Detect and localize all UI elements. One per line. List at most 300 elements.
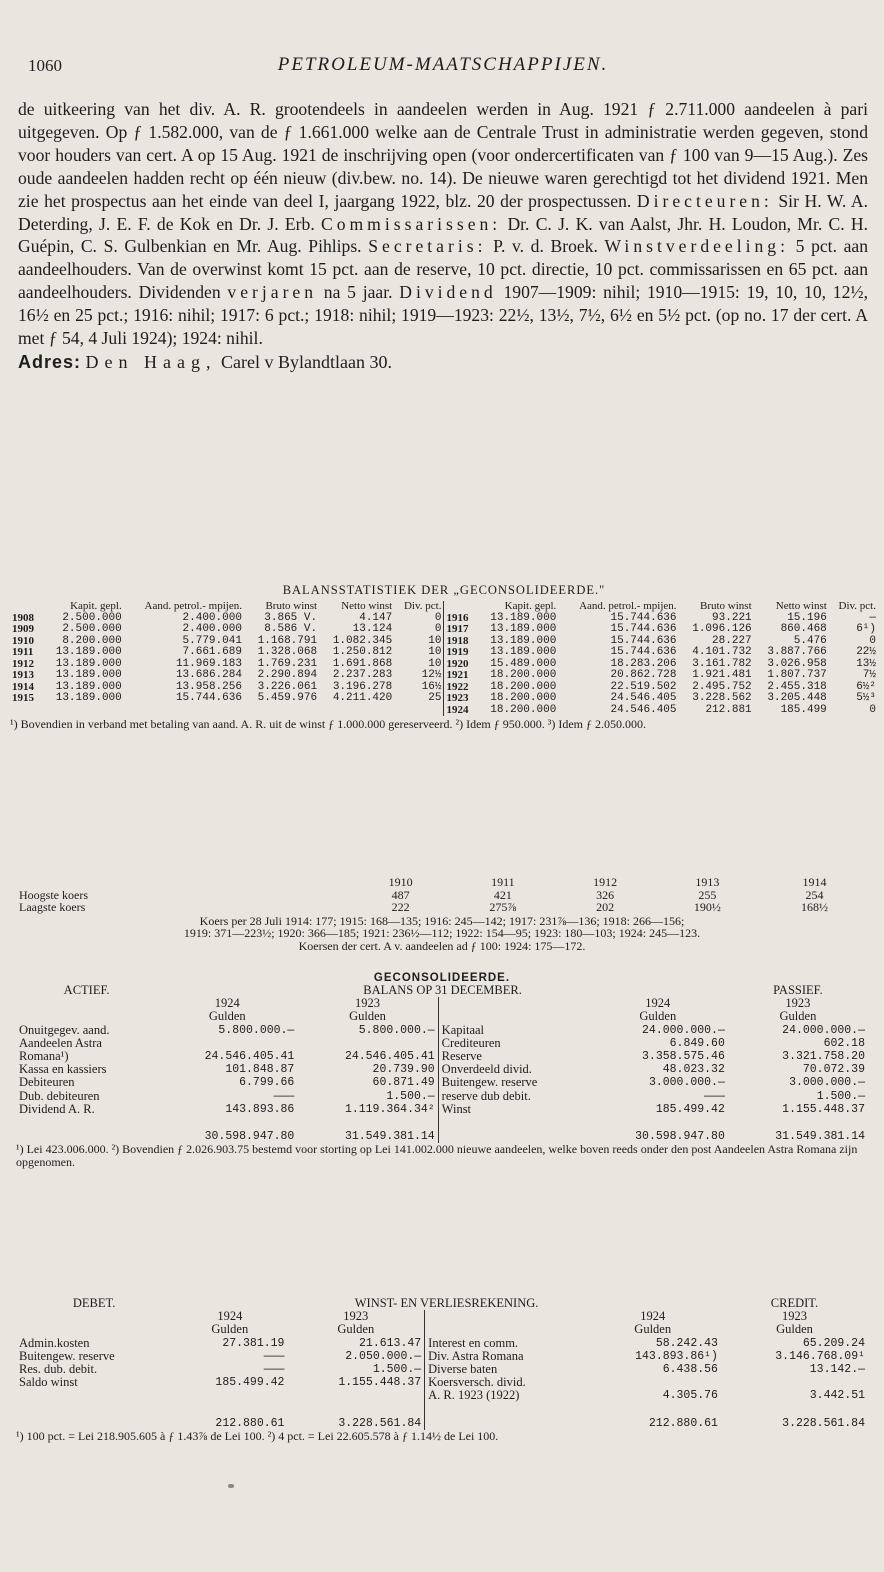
balance-year-row (16, 997, 868, 1010)
account-label: Buitengew. reserve (438, 1076, 588, 1089)
account-label: Kassa en kassiers (19, 1062, 107, 1077)
body-paragraph (18, 98, 868, 350)
directeuren-text: Sir H. W. A. Deterding, J. E. F. de Kok en Dr. J. Erb. (18, 190, 868, 234)
company-heading: GECONSOLIDEERDE. (373, 972, 511, 984)
price-high: 487 (391, 887, 410, 902)
balance-unit-row (16, 1010, 868, 1023)
pl-title: WINST- EN VERLIESREKENING. (354, 1296, 539, 1310)
account-value: ——— (704, 1089, 725, 1103)
stat-cell: 13.189.000 (55, 657, 122, 670)
price-low-label: Laagste koers (19, 900, 86, 914)
balance-total: 31.549.381.14 (344, 1130, 435, 1144)
pl-unit-row (16, 1323, 868, 1336)
account-label: Koersversch. divid. (425, 1376, 585, 1389)
stat-cell: 5.779.041 (182, 634, 242, 647)
unit-label: Gulden (639, 1009, 677, 1024)
adres-street: Carel v Bylandtlaan 30. (220, 351, 392, 372)
stat-cell: 22.519.502 (610, 680, 677, 693)
secretaris-label: Secretaris: (368, 236, 487, 257)
price-high: 326 (596, 887, 615, 902)
balance-row (16, 1103, 868, 1116)
account-value: 1.500.— (372, 1363, 422, 1377)
account-value: 185.499.42 (655, 1102, 725, 1116)
stat-cell: 0 (869, 634, 876, 647)
running-title: PETROLEUM-MAATSCHAPPIJEN. (277, 54, 609, 75)
price-low: 202 (596, 900, 615, 914)
price-high: 254 (805, 887, 824, 902)
stat-cell: 11.969.183 (175, 657, 242, 670)
stat-year: 1910 (12, 634, 34, 647)
company-description (18, 98, 868, 374)
stat-row (10, 624, 878, 636)
stat-header: Aand. petrol.- mpijen. (579, 600, 677, 612)
secretaris-text: P. v. d. Broek. (493, 236, 598, 257)
unit-label: Gulden (337, 1322, 375, 1337)
account-value: 20.739.90 (372, 1063, 435, 1077)
stat-cell: 2.495.752 (692, 680, 752, 693)
stat-cell: 185.499 (780, 703, 827, 716)
stat-cell: 1.082.345 (332, 634, 393, 647)
price-table (16, 876, 868, 914)
account-value: 3.000.000.— (648, 1076, 725, 1090)
stat-cell: 12½ (421, 669, 442, 681)
account-value: 6.799.66 (239, 1076, 295, 1090)
stat-cell: 0 (869, 703, 876, 716)
stat-cell: — (869, 611, 876, 624)
stat-cell: 860.468 (780, 623, 827, 635)
stat-year: 1913 (12, 669, 34, 681)
account-value (157, 1037, 297, 1050)
pl-row (16, 1389, 868, 1402)
stat-cell: 2.500.000 (62, 611, 122, 624)
stat-cell (244, 705, 319, 717)
stat-cell: 24.546.405 (610, 692, 677, 704)
balance-title-row (16, 984, 868, 997)
stat-cell: 13.958.256 (175, 680, 242, 693)
balance-row (16, 1076, 868, 1089)
stat-cell: 3.161.782 (692, 657, 752, 670)
stat-cell: 6½² (856, 680, 876, 693)
account-value (287, 1389, 424, 1402)
stat-cell: 22½ (856, 646, 876, 658)
balance-total: 30.598.947.80 (635, 1130, 725, 1144)
stat-cell: 3.865 V. (264, 611, 318, 624)
stat-year: 1920 (444, 659, 475, 671)
verjaren-text: na 5 jaar. (323, 282, 393, 303)
pl-body (16, 1337, 868, 1403)
stat-cell: 2.500.000 (62, 623, 122, 635)
year-label: 1924 (640, 1309, 666, 1324)
stat-cell: 8.586 V. (264, 623, 318, 635)
dividend-label: Dividend (399, 282, 497, 303)
account-value: 1.119.364.34² (344, 1102, 435, 1116)
stat-year: 1915 (12, 692, 34, 704)
stat-cell: 2.237.283 (332, 669, 393, 681)
price-note-line: Koersen der cert. A v. aandeelen ad ƒ 100: 1924: 175—172. (298, 938, 586, 953)
pl-footnote: ¹) 100 pct. = Lei 218.905.605 à ƒ 1.43⅞ de Lei 100. ²) 4 pct. = Lei 22.605.578 à ƒ 1.14½ de Lei 100. (16, 1428, 499, 1443)
price-low: 275⅞ (489, 900, 517, 914)
address-line (18, 351, 868, 374)
price-notes (16, 915, 868, 953)
account-label: Kapitaal (438, 1024, 588, 1037)
account-value: 48.023.32 (662, 1063, 725, 1077)
unit-label: Gulden (349, 1009, 386, 1024)
price-year: 1910 (388, 875, 413, 889)
pl-title-row (16, 1297, 868, 1310)
stat-cell: 10 (428, 657, 442, 670)
ink-mark (228, 1484, 234, 1488)
stat-cell: 16½ (421, 680, 442, 693)
stat-header: Netto winst (775, 600, 827, 612)
stat-year: 1919 (444, 647, 475, 659)
winstverdeeling-text: 5 pct. aan aandeelhouders. Van de overwinst komt 15 pct. aan de reserve, 10 pct. directie, 10 pct. commissarissen en 65 pct. aan aandeelhouders. Dividenden (18, 236, 869, 303)
account-value: ——— (273, 1089, 295, 1103)
stat-cell: 15.744.636 (175, 692, 242, 704)
stat-cell: 4.147 (359, 611, 393, 624)
stat-cell: 13.189.000 (55, 646, 122, 658)
account-value: 2.050.000.— (345, 1349, 422, 1363)
price-year: 1911 (491, 875, 515, 889)
pl-total: 212.880.61 (648, 1416, 718, 1430)
balance-total: 31.549.381.14 (775, 1130, 865, 1144)
price-low-row (16, 901, 868, 914)
account-value: 24.000.000.— (642, 1023, 725, 1037)
unit-label: Gulden (776, 1322, 813, 1337)
stat-header: Bruto winst (700, 600, 752, 612)
stat-cell: 13.189.000 (55, 692, 122, 704)
account-value: 5.800.000.— (358, 1023, 435, 1037)
stat-cell: 1.921.481 (692, 669, 752, 681)
stat-row (10, 705, 878, 717)
price-years-row (16, 876, 868, 889)
stat-header: Kapit. gepl. (504, 600, 557, 612)
unit-label: Gulden (634, 1322, 672, 1337)
account-label: Buitengew. reserve (19, 1348, 115, 1363)
balance-statistics (10, 583, 878, 731)
stat-cell: 13.124 (352, 623, 393, 635)
account-value: 101.848.87 (225, 1063, 295, 1077)
stat-header-row (10, 601, 878, 613)
account-value: 1.155.448.37 (338, 1376, 422, 1390)
stat-cell: 15.744.636 (610, 611, 677, 624)
stat-header: Aand. petrol.- mpijen. (144, 600, 242, 612)
stat-cell: 20.862.728 (610, 669, 677, 681)
stat-cell: 3.026.958 (767, 657, 827, 670)
account-value: 13.142.— (809, 1363, 865, 1377)
stat-cell: 3.205.448 (767, 692, 827, 704)
stat-cell: 3.226.061 (257, 680, 318, 693)
stat-header: Div. pct. (403, 600, 442, 612)
price-high: 421 (493, 887, 512, 902)
stat-cell: 1.096.126 (692, 623, 752, 635)
account-value: 27.381.19 (222, 1336, 285, 1350)
account-value: ——— (263, 1363, 285, 1377)
account-label: Romana¹) (19, 1049, 69, 1064)
stat-year (10, 705, 41, 717)
account-label: Diverse baten (425, 1363, 585, 1376)
stat-year: 1917 (444, 624, 475, 636)
account-value: 185.499.42 (215, 1376, 285, 1390)
account-value: 21.613.47 (359, 1336, 422, 1350)
profit-loss-account (16, 1297, 868, 1443)
stat-year: 1914 (12, 680, 34, 693)
stat-cell: 212.881 (705, 703, 752, 716)
stat-year: 1923 (444, 693, 475, 705)
commissarissen-text: Dr. C. J. K. van Aalst, Jhr. H. Loudon, Mr. C. H. Guépin, C. S. Gulbenkian en Mr. Aug. Pihlips. (18, 213, 868, 257)
stat-row (10, 647, 878, 659)
balance-row (16, 1024, 868, 1037)
account-value: 24.000.000.— (782, 1023, 865, 1037)
account-value: 5.800.000.— (218, 1023, 295, 1037)
account-label: reserve dub debit. (438, 1090, 588, 1103)
stat-cell: 7½ (862, 669, 876, 681)
stat-cell: 5.476 (793, 634, 827, 647)
price-high: 255 (698, 887, 717, 902)
stat-cell: 15.196 (787, 611, 827, 624)
stat-cell: 10 (428, 634, 442, 647)
year-label: 1923 (343, 1309, 369, 1324)
stat-cell: 1.769.231 (257, 657, 318, 670)
account-value: ——— (263, 1349, 285, 1363)
stat-cell: 5.459.976 (257, 692, 318, 704)
stat-cell: 5½³ (856, 692, 876, 704)
account-value: 58.242.43 (655, 1336, 718, 1350)
stat-cell: 1.250.812 (332, 646, 393, 658)
account-label: Crediteuren (438, 1037, 588, 1050)
stat-cell: 1.328.068 (257, 646, 318, 658)
passief-label: PASSIEF. (773, 983, 823, 997)
stat-cell: 7.661.689 (182, 646, 242, 658)
stat-cell: 1.168.791 (257, 634, 318, 647)
statistics-footnotes (10, 718, 878, 731)
price-high-row (16, 889, 868, 902)
account-value: 60.871.49 (372, 1076, 435, 1090)
stat-header: Bruto winst (265, 600, 318, 612)
account-value (721, 1376, 868, 1389)
balance-statistics-title: BALANSSTATISTIEK DER „GECONSOLIDEERDE." (282, 583, 606, 597)
account-value: 602.18 (823, 1036, 865, 1050)
pl-total: 3.228.561.84 (338, 1416, 422, 1430)
stat-header (10, 601, 41, 613)
account-label: Winst (438, 1103, 588, 1116)
intro-text: de uitkeering van het div. A. R. grootendeels in aandeelen werden in Aug. 1921 ƒ 2.711.000 aandeelen à pari uitgegeven. Op ƒ 1.582.000, van de ƒ 1.661.000 welke aan de Centrale Trust in administratie werden gegeven, stond voor houders van cert. A op 15 Aug. 1921 de inschrijving open (voor ondercertificaten van ƒ 100 van 9—15 Aug.). Zes oude aandeelen hadden recht op één nieuw (div.bew. no. 14). De nieuwe waren gerechtigd tot het dividend 1921. Men zie het prospectus aan het einde van deel I, jaargang 1922, blz. 20 der prospectussen. (18, 99, 868, 211)
stat-cell: 15.744.636 (610, 634, 677, 647)
account-label: Aandeelen Astra (19, 1035, 102, 1050)
stat-cell: 13.189.000 (490, 646, 557, 658)
stat-year: 1918 (444, 636, 475, 648)
stat-cell: 25 (428, 692, 442, 704)
account-value: 1.500.— (816, 1089, 865, 1103)
unit-label: Gulden (211, 1322, 249, 1337)
stat-year: 1909 (12, 623, 34, 635)
stat-cell: 13.189.000 (55, 669, 122, 681)
price-low: 222 (391, 900, 410, 914)
price-year: 1914 (802, 875, 827, 889)
stat-cell: 18.200.000 (490, 669, 557, 681)
stat-cell: 93.221 (712, 611, 752, 624)
account-value: 3.146.768.09¹ (775, 1349, 865, 1363)
actief-label: ACTIEF. (63, 983, 110, 997)
year-label: 1923 (785, 996, 811, 1011)
pl-year-row (16, 1310, 868, 1323)
account-value: 3.358.575.46 (642, 1050, 725, 1064)
stat-year: 1908 (12, 611, 34, 624)
winstverdeeling-label: Winstverdeeling: (604, 236, 789, 257)
debet-label: DEBET. (72, 1296, 116, 1310)
year-label: 1923 (355, 996, 380, 1011)
statistics-footnote-2: ²) Idem ƒ 950.000. (455, 717, 545, 731)
account-label: Admin.kosten (19, 1335, 90, 1350)
stat-cell: 2.400.000 (182, 611, 242, 624)
year-label: 1924 (214, 996, 240, 1011)
stat-year: 1912 (12, 657, 34, 670)
statistics-footnote-3: ³) Idem ƒ 2.050.000. (547, 717, 646, 731)
stat-cell: 18.200.000 (490, 692, 557, 704)
account-label: Interest en comm. (425, 1337, 585, 1350)
verjaren-label: verjaren (227, 282, 318, 303)
pl-total: 3.228.561.84 (782, 1416, 865, 1430)
account-value: 4.305.76 (662, 1389, 718, 1403)
price-low: 168½ (800, 900, 828, 914)
year-label: 1924 (645, 996, 671, 1011)
adres-label: Adres: (18, 351, 82, 372)
stat-cell: 1.691.868 (332, 657, 393, 670)
price-year: 1912 (593, 875, 618, 889)
stat-cell: 18.283.206 (610, 657, 677, 670)
stat-cell: 8.200.000 (62, 634, 122, 647)
account-label: Dub. debiteuren (19, 1088, 100, 1103)
stat-cell: 2.455.318 (767, 680, 827, 693)
account-value: 70.072.39 (802, 1063, 865, 1077)
balance-total-row (16, 1116, 868, 1143)
account-value: 1.500.— (386, 1089, 435, 1103)
stat-cell: 3.196.278 (332, 680, 393, 693)
account-value: 3.321.758.20 (782, 1050, 865, 1064)
price-high-label: Hoogste koers (19, 887, 88, 902)
adres-city: Den Haag, (85, 351, 217, 372)
stat-cell (124, 705, 244, 717)
stat-header: Kapit. gepl. (70, 600, 122, 612)
account-value: 24.546.405.41 (204, 1050, 295, 1064)
balance-title: BALANS OP 31 DECEMBER. (363, 983, 522, 997)
dividend-text: 1907—1909: nihil; 1910—1915: 19, 10, 10, 12½, 16½ en 25 pct.; 1916: nihil; 1917: 6 pct.; 1918: nihil; 1919—1923: 22½, 13½, 7½, 6½ en 5½ pct. (op no. 17 der cert. A met ƒ 54, 4 Juli 1924); 1924: nihil. (18, 282, 868, 349)
stat-cell: 28.227 (712, 634, 752, 647)
pl-row (16, 1337, 868, 1350)
stat-body (10, 613, 878, 717)
stat-header: Div. pct. (838, 600, 876, 612)
stat-cell (41, 705, 124, 717)
account-value: 143.893.86¹) (635, 1349, 718, 1363)
account-label: Reserve (438, 1050, 588, 1063)
price-note-line: 1919: 371—223½; 1920: 366—185; 1921: 236½—112; 1922: 154—95; 1923: 180—103; 1924: 245—123. (183, 926, 701, 940)
stat-cell: 15.744.636 (610, 646, 677, 658)
stat-cell: 13.189.000 (490, 611, 557, 624)
stat-cell: 4.211.420 (332, 692, 393, 704)
stat-cell: 13.189.000 (490, 623, 557, 635)
account-value: 65.209.24 (802, 1336, 865, 1350)
balance-total: 30.598.947.80 (204, 1130, 295, 1144)
page-header (28, 52, 858, 82)
year-label: 1924 (217, 1309, 243, 1324)
account-value (172, 1389, 287, 1402)
stat-cell: 6¹) (856, 623, 876, 635)
balance-body (16, 1024, 868, 1116)
price-note-line: Koers per 28 Juli 1914: 177; 1915: 168—135; 1916: 245—142; 1917: 231⅞—136; 1918: 266—156; (199, 913, 685, 928)
balance-table (16, 984, 868, 1143)
statistics-footnote-1: ¹) Bovendien in verband met betaling van aand. A. R. uit de winst ƒ 1.000.000 gereserveerd. (10, 717, 453, 731)
price-section (16, 876, 868, 952)
account-value: 3.000.000.— (789, 1076, 865, 1090)
profit-loss-table (16, 1297, 868, 1430)
balance-sheet (16, 972, 868, 1169)
balance-footnote: ¹) Lei 423.006.000. ²) Bovendien ƒ 2.026.903.75 bestemd voor storting op Lei 141.002.000 nieuwe aandeelen, welke boven reeds onder den post Aandeelen Astra Romana zijn opgenomen. (16, 1142, 858, 1170)
stat-row (10, 693, 878, 705)
stat-cell: 0 (434, 623, 442, 635)
account-label: Onuitgegev. aand. (19, 1022, 110, 1037)
account-value: 6.849.60 (669, 1036, 725, 1050)
stat-cell: 18.200.000 (490, 680, 557, 693)
account-label: A. R. 1923 (1922) (425, 1389, 585, 1402)
account-label: Saldo winst (19, 1375, 78, 1390)
account-value: 3.442.51 (809, 1389, 865, 1403)
year-label: 1923 (781, 1309, 807, 1324)
stat-cell: 15.489.000 (490, 657, 557, 670)
account-value: 143.893.86 (225, 1102, 295, 1116)
stat-cell: 15.744.636 (610, 623, 677, 635)
stat-year: 1911 (12, 646, 34, 658)
pl-total-row (16, 1403, 868, 1430)
commissarissen-label: Commissarissen: (320, 213, 502, 234)
stat-cell: 10 (428, 646, 442, 658)
pl-total: 212.880.61 (215, 1416, 285, 1430)
credit-label: CREDIT. (770, 1296, 819, 1310)
stat-header: Netto winst (341, 600, 393, 612)
stat-cell: 2.290.894 (257, 669, 318, 681)
balance-row (16, 1090, 868, 1103)
stat-cell: 0 (434, 611, 442, 624)
stat-year: 1921 (444, 670, 475, 682)
stat-year: 1924 (444, 705, 475, 717)
balance-statistics-table (10, 601, 878, 716)
account-label: Dividend A. R. (19, 1101, 95, 1116)
stat-header (444, 601, 475, 613)
stat-cell: 13.189.000 (55, 680, 122, 693)
stat-cell: 3.887.766 (767, 646, 827, 658)
directeuren-label: Directeuren: (636, 190, 773, 211)
account-label: Res. dub. debit. (19, 1362, 98, 1377)
stat-cell: 13.686.284 (175, 669, 242, 681)
page-number: 1060 (28, 56, 62, 75)
stat-cell: 2.400.000 (182, 623, 242, 635)
price-low: 190½ (693, 900, 721, 914)
stat-cell: 13½ (856, 657, 876, 670)
stat-cell: 13.189.000 (490, 634, 557, 647)
account-value (584, 1376, 720, 1389)
unit-label: Gulden (779, 1009, 817, 1024)
price-year: 1913 (695, 875, 720, 889)
account-label: Onverdeeld divid. (438, 1063, 588, 1076)
account-value: 6.438.56 (662, 1363, 718, 1377)
stat-cell (319, 705, 394, 717)
account-label (16, 1389, 172, 1402)
stat-cell: 3.228.562 (692, 692, 752, 704)
stat-year: 1916 (444, 613, 475, 625)
account-value (297, 1037, 438, 1050)
stat-row (10, 670, 878, 682)
stat-cell: 1.807.737 (767, 669, 827, 681)
account-label: Debiteuren (19, 1075, 75, 1090)
stat-cell: 18.200.000 (490, 703, 557, 716)
